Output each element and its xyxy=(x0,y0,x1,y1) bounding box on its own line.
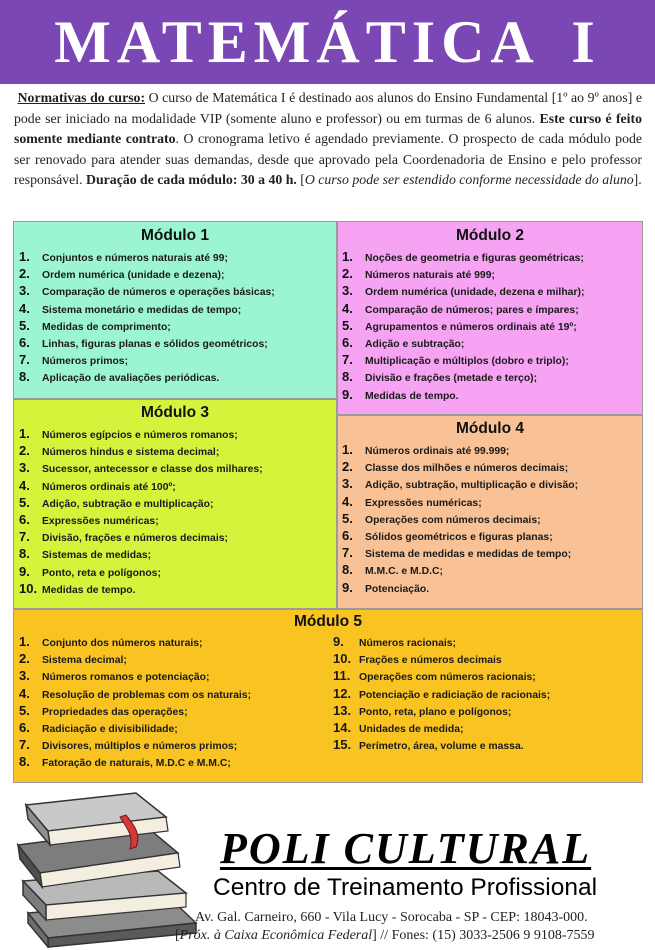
list-item: 2. Números naturais até 999; xyxy=(342,266,495,282)
list-item: 5. Operações com números decimais; xyxy=(342,510,541,526)
list-item: 2. Sistema decimal; xyxy=(19,651,127,667)
list-item: 4. Sistema monetário e medidas de tempo; xyxy=(19,300,242,316)
list-item: 7. Sistema de medidas e medidas de tempo; xyxy=(342,545,572,561)
list-item: 7. Números primos; xyxy=(19,352,129,368)
module-4 xyxy=(337,415,643,609)
list-item: 4. Resolução de problemas com os naturais; xyxy=(19,685,252,701)
norms-duration: Duração de cada módulo: 30 a 40 h. xyxy=(86,172,297,188)
module-list-left xyxy=(19,634,333,772)
list-item: 4. Números ordinais até 100º; xyxy=(19,477,176,493)
list-item: 9. Medidas de tempo. xyxy=(342,386,459,402)
list-item: 1. Conjunto dos números naturais; xyxy=(19,634,203,649)
list-item: 14. Unidades de medida; xyxy=(333,719,464,735)
list-item: 7. Multiplicação e múltiplos (dobro e triplo); xyxy=(342,352,569,368)
module-title: Módulo 3 xyxy=(140,404,210,421)
list-item: 3. Comparação de números e operações básicas; xyxy=(19,283,275,299)
module-title: Módulo 2 xyxy=(455,227,525,244)
list-item: 9. Potenciação. xyxy=(342,579,430,595)
footer xyxy=(0,783,655,950)
list-item: 1. Conjuntos e números naturais até 99; xyxy=(19,249,228,264)
list-item: 8. Aplicação de avaliações periódicas. xyxy=(19,369,220,385)
list-item: 3. Adição, subtração, multiplicação e divisão; xyxy=(342,476,579,492)
reference-note: Próx. à Caixa Econômica Federal xyxy=(179,928,373,943)
module-list xyxy=(342,249,642,404)
list-item: 8. M.M.C. e M.D.C; xyxy=(342,562,443,578)
list-item: 5. Adição, subtração e multiplicação; xyxy=(19,494,214,510)
brand-subtitle: Centro de Treinamento Profissional xyxy=(213,874,598,901)
norms-text-1: O curso de Matemática I é destinado aos alunos do Ensino Fundamental [1º ao 9º anos] e pode ser iniciado na modalidade VIP (somente aluno e professor) ou em turmas de 6 alunos. xyxy=(14,90,642,126)
brand-name: POLI CULTURAL xyxy=(220,824,592,873)
page-title: MATEMÁTICA I xyxy=(54,9,601,75)
module-title: Módulo 4 xyxy=(455,420,525,437)
module-list xyxy=(19,249,336,387)
module-1 xyxy=(13,221,337,399)
list-item: 10. Medidas de tempo. xyxy=(19,580,136,596)
norms-extension: O curso pode ser estendido conforme necessidade do aluno xyxy=(304,172,634,188)
contact-line: [Próx. à Caixa Econômica Federal] // Fones: (15) 3033-2506 9 9108-7559 xyxy=(175,928,595,943)
list-item: 8. Sistemas de medidas; xyxy=(19,546,152,562)
list-item: 3. Números romanos e potenciação; xyxy=(19,668,210,684)
list-item: 1. Noções de geometria e figuras geométricas; xyxy=(342,249,584,264)
list-item: 8. Fatoração de naturais, M.D.C e M.M.C; xyxy=(19,754,231,770)
list-item: 2. Classe dos milhões e números decimais; xyxy=(342,459,569,475)
list-item: 6. Expressões numéricas; xyxy=(19,511,159,527)
module-2 xyxy=(337,221,643,415)
list-item: 13. Ponto, reta, plano e polígonos; xyxy=(333,702,512,718)
phones: ] // Fones: (15) 3033-2506 9 9108-7559 xyxy=(372,928,595,943)
list-item: 9. Ponto, reta e polígonos; xyxy=(19,563,161,579)
books-stack-icon xyxy=(8,783,208,948)
list-item: 12. Potenciação e radiciação de racionais; xyxy=(333,685,551,701)
title-banner xyxy=(0,0,655,84)
list-item: 4. Expressões numéricas; xyxy=(342,493,482,509)
module-5 xyxy=(13,609,643,783)
list-item: 2. Números hindus e sistema decimal; xyxy=(19,443,220,459)
list-item: 1. Números ordinais até 99.999; xyxy=(342,442,510,457)
list-item: 10. Frações e números decimais xyxy=(333,651,502,667)
list-item: 7. Divisores, múltiplos e números primos; xyxy=(19,737,238,753)
list-item: 2. Ordem numérica (unidade e dezena); xyxy=(19,266,225,282)
list-item: 4. Comparação de números; pares e ímpares; xyxy=(342,300,579,316)
list-item: 6. Adição e subtração; xyxy=(342,334,465,350)
module-list-right xyxy=(333,634,633,772)
norms-text-3: [ xyxy=(296,172,305,188)
list-item: 5. Agrupamentos e números ordinais até 19º; xyxy=(342,317,577,333)
list-item: 1. Números egípcios e números romanos; xyxy=(19,426,238,441)
course-norms xyxy=(14,88,642,191)
norms-text-4: ]. xyxy=(633,172,642,188)
module-title: Módulo 1 xyxy=(140,227,210,244)
list-item: 6. Linhas, figuras planas e sólidos geométricos; xyxy=(19,334,268,350)
norms-label: Normativas do curso: xyxy=(17,90,146,105)
list-item: 5. Medidas de comprimento; xyxy=(19,317,171,333)
list-item: 3. Ordem numérica (unidade, dezena e milhar); xyxy=(342,283,585,299)
list-item: 7. Divisão, frações e números decimais; xyxy=(19,529,228,545)
norms-text-2: . O cronograma letivo é agendado previamente. O prospecto de cada módulo pode ser renovado para atender suas demandas, desde que aprovado pela Coordenadoria de Ensino e pelo professor responsável. xyxy=(14,131,642,188)
norms-contract: Este curso é feito somente mediante contrato xyxy=(14,110,642,147)
module-title: Módulo 5 xyxy=(293,613,363,630)
address: Av. Gal. Carneiro, 660 - Vila Lucy - Sorocaba - SP - CEP: 18043-000. xyxy=(195,910,588,925)
list-item: 3. Sucessor, antecessor e classe dos milhares; xyxy=(19,460,263,476)
list-item: 6. Sólidos geométricos e figuras planas; xyxy=(342,527,553,543)
module-list xyxy=(342,442,642,597)
list-item: 5. Propriedades das operações; xyxy=(19,702,188,718)
list-item: 15. Perímetro, área, volume e massa. xyxy=(333,737,524,753)
list-item: 9. Números racionais; xyxy=(333,634,457,649)
list-item: 8. Divisão e frações (metade e terço); xyxy=(342,369,538,385)
module-list xyxy=(19,426,336,598)
module-3 xyxy=(13,399,337,609)
list-item: 6. Radiciação e divisibilidade; xyxy=(19,719,178,735)
list-item: 11. Operações com números racionais; xyxy=(333,668,536,684)
